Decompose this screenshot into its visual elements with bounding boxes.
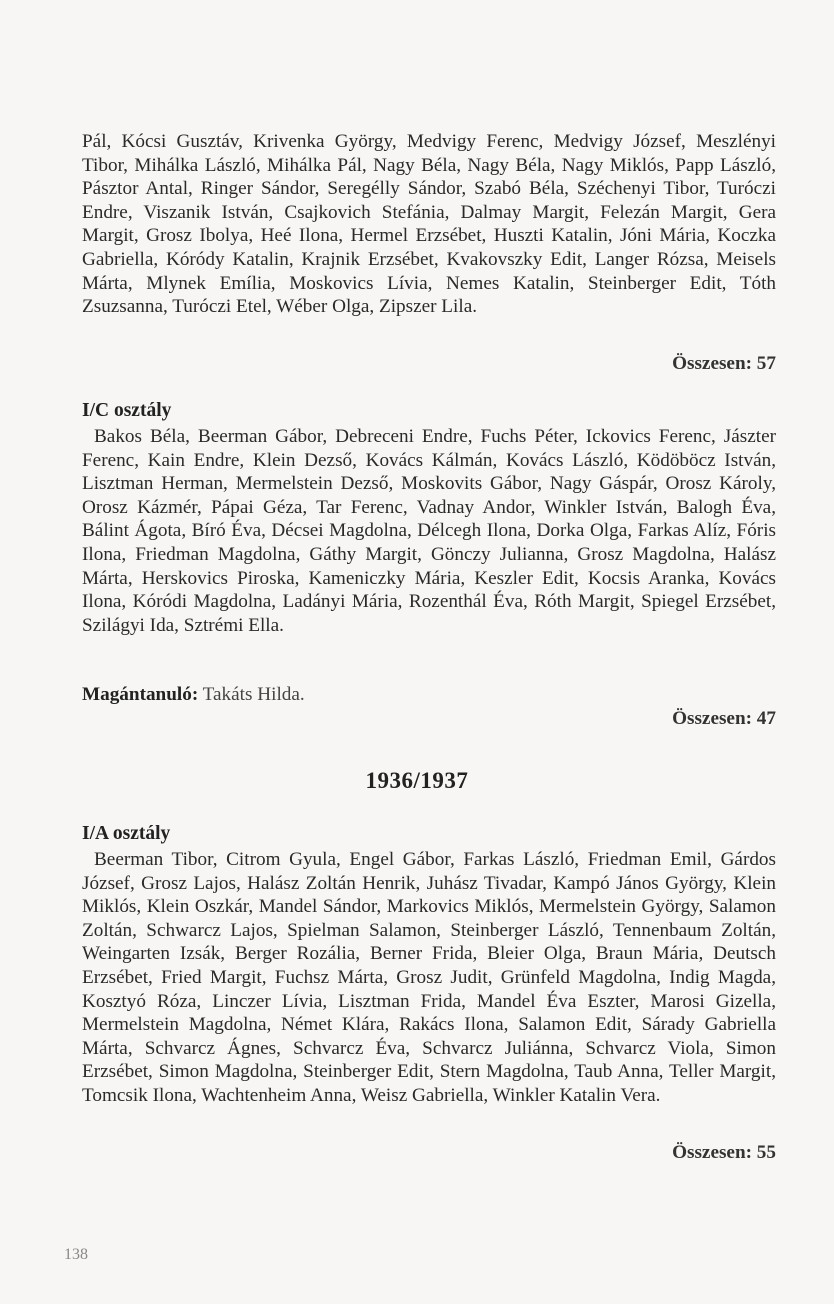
class-1b-name-list: Pál, Kócsi Gusztáv, Krivenka György, Medvigy Ferenc, Medvigy József, Meszlényi Tibor, Mihálka László, Mihálka Pál, Nagy Béla, Nagy Béla, Nagy Miklós, Papp László, Pásztor Antal, Ringer Sándor, Seregélly Sándor, Szabó Béla, Széchenyi Tibor, Turóczi Endre, Viszanik István, Csajkovich Stefánia, Dalmay Margit, Felezán Margit, Gera Margit, Grosz Ibolya, Heé Ilona, Hermel Erzsébet, Huszti Katalin, Jóni Mária, Koczka Gabriella, Kóródy Katalin, Krajnik Erzsébet, Kvakovszky Edit, Langer Rózsa, Meisels Márta, Mlynek Emília, Moskovics Lívia, Nemes Katalin, Steinberger Edit, Tóth Zsuzsanna, Turóczi Etel, Wéber Olga, Zipszer Lila. [82,131,776,318]
class-1a-heading: I/A osztály [82,823,171,844]
class-1c-total: Összesen: 47 [672,708,776,729]
page-number: 138 [64,1246,88,1263]
class-1a-total: Összesen: 55 [672,1142,776,1163]
private-student-line [82,684,305,706]
private-student-label: Magántanuló: [82,684,199,705]
class-1c-name-list: Bakos Béla, Beerman Gábor, Debreceni Endre, Fuchs Péter, Ickovics Ferenc, Jászter Ferenc, Kain Endre, Klein Dezső, Kovács Kálmán, Kovács László, Ködöböcz István, Lisztman Herman, Mermelstein Dezső, Moskovits Gábor, Nagy Gáspár, Orosz Károly, Orosz Kázmér, Pápai Géza, Tar Ferenc, Vadnay Andor, Winkler István, Balogh Éva, Bálint Ágota, Bíró Éva, Décsei Magdolna, Délcegh Ilona, Dorka Olga, Farkas Alíz, Fóris Ilona, Friedman Magdolna, Gáthy Margit, Gönczy Julianna, Grosz Magdolna, Halász Márta, Herskovics Piroska, Kameniczky Mária, Keszler Edit, Kocsis Aranka, Kovács Ilona, Kóródi Magdolna, Ladányi Mária, Rozenthál Éva, Róth Margit, Spiegel Erzsébet, Szilágyi Ida, Sztrémi Ella. [82,426,776,636]
class-1a-name-list: Beerman Tibor, Citrom Gyula, Engel Gábor, Farkas László, Friedman Emil, Gárdos József, Grosz Lajos, Halász Zoltán Henrik, Juhász Tivadar, Kampó János György, Klein Miklós, Klein Oszkár, Mandel Sándor, Markovics Miklós, Mermelstein György, Salamon Zoltán, Schwarcz Lajos, Spielman Salamon, Steinberger László, Tennenbaum Zoltán, Weingarten Izsák, Berger Rozália, Berner Frida, Bleier Olga, Braun Mária, Deutsch Erzsébet, Fried Margit, Fuchsz Márta, Grosz Judit, Grünfeld Magdolna, Indig Magda, Kosztyó Róza, Linczer Lívia, Lisztman Frida, Mandel Éva Eszter, Marosi Gizella, Mermelstein Magdolna, Német Klára, Rakács Ilona, Salamon Edit, Sárady Gabriella Márta, Schvarcz Ágnes, Schvarcz Éva, Schvarcz Juliánna, Schvarcz Viola, Simon Erzsébet, Simon Magdolna, Steinberger Edit, Stern Magdolna, Taub Anna, Teller Margit, Tomcsik Ilona, Wachtenheim Anna, Weisz Gabriella, Winkler Katalin Vera. [82,849,776,1106]
school-year-heading: 1936/1937 [365,768,469,793]
class-1b-total: Összesen: 57 [672,353,776,374]
private-student-name: Takáts Hilda. [198,684,305,705]
class-1c-heading: I/C osztály [82,400,172,421]
